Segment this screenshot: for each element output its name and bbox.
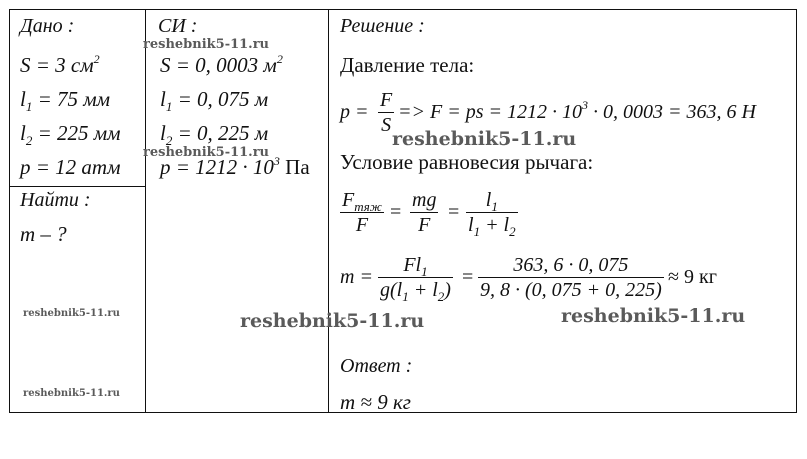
given-l2-sym: l [20, 121, 26, 145]
balance-frac-1-num-sub: тяж [354, 199, 382, 214]
solution-header: Решение : [340, 15, 425, 37]
si-l2-sub: 2 [165, 133, 173, 148]
mass-frac-2 [478, 253, 664, 302]
si-l1 [160, 87, 269, 114]
given-l2-value: = 225 мм [32, 121, 121, 145]
balance-frac-3-num-sub: 1 [491, 199, 498, 214]
given-l1-value: = 75 мм [32, 87, 111, 111]
si-area [160, 53, 283, 77]
balance-frac-3-den [466, 213, 518, 237]
balance-frac-1 [340, 188, 384, 237]
balance-frac-2-num: mg [412, 189, 437, 211]
balance-title: Условие равновесия рычага: [340, 150, 594, 174]
mass-frac-1-num [401, 253, 429, 277]
mass-frac-1 [378, 253, 453, 302]
answer-header: Ответ : [340, 355, 413, 377]
watermark-1: reshebnik5-11.ru [143, 37, 270, 52]
si-l1-sub: 1 [165, 99, 173, 114]
given-area [20, 53, 100, 77]
mass-frac-1-den-mid: + l [408, 279, 438, 301]
balance-eq-1: = [390, 201, 402, 223]
mass-frac-2-den: 9, 8 · (0, 075 + 0, 225) [480, 279, 662, 301]
mass-eq: = [462, 266, 474, 288]
given-l1 [20, 87, 111, 114]
si-area-text: S = 0, 0003 м [160, 53, 277, 77]
mass-frac-1-den [378, 278, 453, 302]
given-l1-sym: l [20, 87, 26, 111]
balance-frac-1-den: F [355, 214, 369, 236]
si-pressure-text: p = 1212 · 10 [160, 155, 274, 179]
si-area-exp: 2 [276, 52, 283, 66]
balance-frac-3-den-mid: + l [480, 214, 510, 236]
divider-si-solution [328, 10, 329, 412]
balance-eq-2: = [448, 201, 460, 223]
find-header: Найти : [20, 189, 91, 211]
given-area-text: S = 3 см [20, 53, 94, 77]
si-l1-value: = 0, 075 м [172, 87, 269, 111]
pressure-title: Давление тела: [340, 53, 475, 77]
si-header: СИ : [158, 15, 198, 37]
balance-frac-3-num [484, 188, 500, 212]
watermark-7: reshebnik5-11.ru [23, 388, 120, 399]
pressure-fraction-num: F [380, 89, 393, 111]
balance-frac-1-num-text: F [342, 189, 355, 211]
si-l2-value: = 0, 225 м [172, 121, 269, 145]
balance-frac-3-den-sub1: 1 [473, 224, 481, 239]
mass-frac-1-den-sub2: 2 [437, 289, 445, 304]
mass-frac-1-den-text: g(l [380, 279, 403, 301]
si-l2-sym: l [160, 121, 166, 145]
si-pressure-exp: 3 [273, 154, 280, 168]
watermark-5: reshebnik5-11.ru [561, 305, 746, 327]
answer-value: m ≈ 9 кг [340, 390, 411, 414]
si-l1-sym: l [160, 87, 166, 111]
pressure-lhs: p = [340, 101, 369, 123]
balance-frac-2-den: F [418, 214, 431, 236]
given-l1-sub: 1 [25, 99, 33, 114]
mass-lhs: m = [340, 266, 373, 288]
mass-frac-1-den-end: ) [444, 279, 451, 301]
given-pressure: p = 12 атм [20, 155, 121, 179]
watermark-3: reshebnik5-11.ru [392, 128, 577, 150]
given-header: Дано : [20, 15, 75, 37]
si-pressure-unit: Па [279, 155, 310, 179]
pressure-fraction-den: S [381, 114, 392, 136]
divider-given-find [10, 186, 145, 187]
watermark-2: reshebnik5-11.ru [143, 145, 270, 160]
balance-frac-3 [466, 188, 518, 237]
balance-frac-3-num-sym: l [485, 189, 492, 211]
mass-result: ≈ 9 кг [668, 266, 717, 288]
given-area-exp: 2 [93, 52, 100, 66]
given-l2 [20, 121, 121, 148]
pressure-rhs-exp: 3 [581, 98, 588, 112]
si-l2 [160, 121, 269, 148]
mass-frac-1-num-sub: 1 [421, 264, 428, 279]
pressure-rhs [398, 98, 756, 124]
watermark-4: reshebnik5-11.ru [240, 310, 425, 332]
pressure-rhs-tail: · 0, 0003 = 363, 6 Н [587, 101, 756, 123]
pressure-rhs-text: => F = ps = 1212 · 10 [398, 101, 582, 123]
balance-frac-2 [410, 188, 438, 237]
balance-frac-1-num [340, 188, 384, 212]
balance-frac-3-den-sub2: 2 [509, 224, 516, 239]
divider-given-si [145, 10, 146, 412]
given-l2-sub: 2 [25, 133, 33, 148]
mass-frac-1-den-sub1: 1 [402, 289, 409, 304]
watermark-6: reshebnik5-11.ru [23, 308, 120, 319]
find-item: m – ? [20, 222, 67, 246]
balance-frac-3-den-sym: l [468, 214, 474, 236]
mass-frac-2-num: 363, 6 · 0, 075 [513, 254, 629, 276]
mass-frac-1-num-text: Fl [403, 254, 422, 276]
